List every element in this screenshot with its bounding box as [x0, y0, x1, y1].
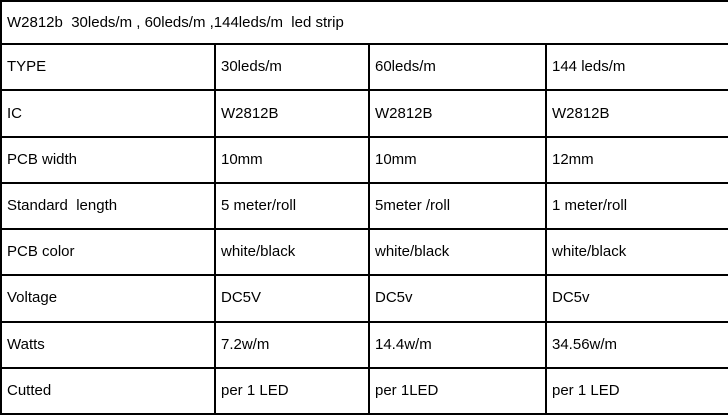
cell-watts-30: 7.2w/m: [215, 322, 369, 368]
title-row: [1, 1, 728, 44]
row-label-standard-length: Standard length: [1, 183, 215, 229]
table-row-type: [1, 44, 728, 90]
table-row-pcb-width: [1, 137, 728, 183]
table-title: W2812b 30leds/m , 60leds/m ,144leds/m led strip: [1, 1, 728, 44]
row-label-ic: IC: [1, 90, 215, 136]
cell-cutted-60: per 1LED: [369, 368, 546, 414]
cell-type-144: 144 leds/m: [546, 44, 728, 90]
table-row-standard-length: [1, 183, 728, 229]
table-row-ic: [1, 90, 728, 136]
cell-watts-144: 34.56w/m: [546, 322, 728, 368]
row-label-type: TYPE: [1, 44, 215, 90]
row-label-watts: Watts: [1, 322, 215, 368]
table-row-voltage: [1, 275, 728, 321]
cell-cutted-144: per 1 LED: [546, 368, 728, 414]
row-label-voltage: Voltage: [1, 275, 215, 321]
cell-voltage-60: DC5v: [369, 275, 546, 321]
table-row-watts: [1, 322, 728, 368]
cell-cutted-30: per 1 LED: [215, 368, 369, 414]
cell-pcb-width-60: 10mm: [369, 137, 546, 183]
row-label-cutted: Cutted: [1, 368, 215, 414]
cell-pcb-color-144: white/black: [546, 229, 728, 275]
cell-pcb-color-30: white/black: [215, 229, 369, 275]
cell-pcb-width-144: 12mm: [546, 137, 728, 183]
cell-pcb-width-30: 10mm: [215, 137, 369, 183]
cell-voltage-30: DC5V: [215, 275, 369, 321]
cell-standard-length-144: 1 meter/roll: [546, 183, 728, 229]
cell-ic-30: W2812B: [215, 90, 369, 136]
cell-standard-length-30: 5 meter/roll: [215, 183, 369, 229]
table-row-cutted: [1, 368, 728, 414]
row-label-pcb-color: PCB color: [1, 229, 215, 275]
row-label-pcb-width: PCB width: [1, 137, 215, 183]
cell-watts-60: 14.4w/m: [369, 322, 546, 368]
cell-ic-60: W2812B: [369, 90, 546, 136]
cell-voltage-144: DC5v: [546, 275, 728, 321]
table-row-pcb-color: [1, 229, 728, 275]
cell-pcb-color-60: white/black: [369, 229, 546, 275]
cell-type-60: 60leds/m: [369, 44, 546, 90]
cell-type-30: 30leds/m: [215, 44, 369, 90]
cell-standard-length-60: 5meter /roll: [369, 183, 546, 229]
cell-ic-144: W2812B: [546, 90, 728, 136]
